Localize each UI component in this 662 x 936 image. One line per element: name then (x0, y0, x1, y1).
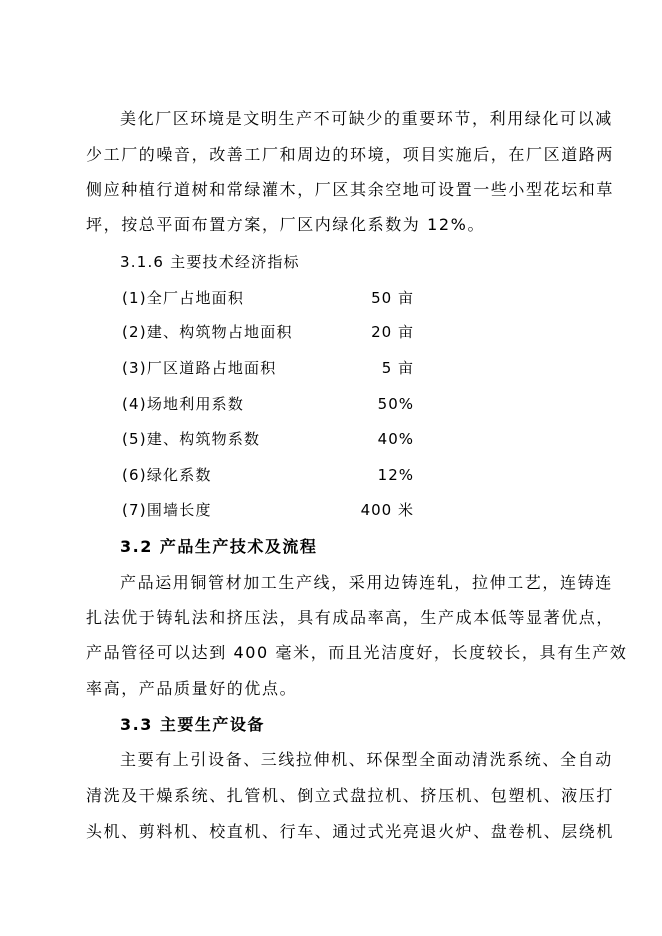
indicator-label-3: (3)厂区道路占地面积 (122, 359, 277, 377)
indicator-value-6: 12% (377, 466, 414, 484)
indicator-value-5: 40% (377, 430, 414, 448)
section-3-2-line-2: 扎法优于铸轧法和挤压法，具有成品率高，生产成本低等显著优点， (86, 608, 615, 627)
indicator-label-2: (2)建、构筑物占地面积 (122, 323, 293, 341)
intro-line-1: 美化厂区环境是文明生产不可缺少的重要环节，利用绿化可以减 (120, 109, 613, 128)
section-3-2-heading: 3.2 产品生产技术及流程 (120, 537, 318, 556)
intro-line-4: 坪，按总平面布置方案，厂区内绿化系数为 12%。 (86, 215, 486, 234)
indicator-value-7: 400 米 (360, 501, 414, 519)
section-3-3-line-1: 主要有上引设备、三线拉伸机、环保型全面动清洗系统、全自动 (120, 750, 613, 769)
section-3-3-line-3: 头机、剪料机、校直机、行车、通过式光亮退火炉、盘卷机、层绕机 (86, 822, 615, 841)
intro-line-3: 侧应种植行道树和常绿灌木，厂区其余空地可设置一些小型花坛和草 (86, 180, 615, 199)
section-3-2-line-4: 率高，产品质量好的优点。 (86, 679, 298, 698)
section-3-3-heading: 3.3 主要生产设备 (120, 715, 265, 734)
indicator-label-5: (5)建、构筑物系数 (122, 430, 261, 448)
intro-line-2: 少工厂的噪音，改善工厂和周边的环境，项目实施后，在厂区道路两 (86, 145, 615, 164)
indicators-heading: 3.1.6 主要技术经济指标 (120, 253, 300, 271)
indicator-value-4: 50% (377, 395, 414, 413)
section-3-3-line-2: 清洗及干燥系统、扎管机、倒立式盘拉机、挤压机、包塑机、液压打 (86, 786, 615, 805)
indicator-value-1: 50 亩 (371, 289, 414, 307)
section-3-2-line-3: 产品管径可以达到 400 毫米，而且光洁度好，长度较长，具有生产效 (86, 643, 628, 662)
section-3-2-line-1: 产品运用铜管材加工生产线，采用边铸连轧，拉伸工艺，连铸连 (120, 573, 613, 592)
indicator-value-3: 5 亩 (381, 359, 414, 377)
indicator-value-2: 20 亩 (371, 323, 414, 341)
indicator-label-7: (7)围墙长度 (122, 501, 212, 519)
indicator-label-6: (6)绿化系数 (122, 466, 212, 484)
indicator-label-4: (4)场地利用系数 (122, 395, 245, 413)
indicator-label-1: (1)全厂占地面积 (122, 289, 245, 307)
